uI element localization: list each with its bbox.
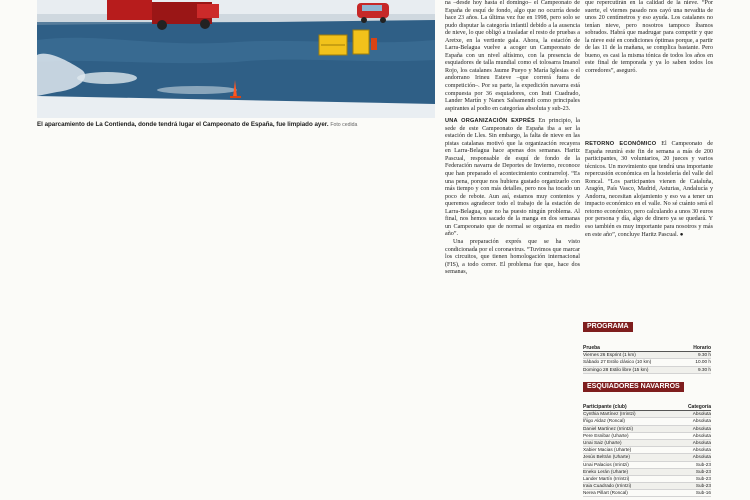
paragraph-text: En principio, la sede de este Campeonato de España iba a ser la estación de Lles. Sin embargo, la falta de nieve en las pistas catalanas motivó que la organización recayera en Larra-Belagua hace apenas dos semanas. Haritz Pascual, responsable de esquí de fondo de la Federación navarra de Deportes de Invierno, reconoce que han preparado el acontecimiento contrarreloj. “Es una pena, porque nos hubiera gustado organizarlo con más tiempo y con más detalles, pero nos ha tocado un poco de rebote. Aun así, estamos muy contentos y queremos agradecer todo el trabajo de la estación de Larra-Belagua, que no ha puesto ningún problema. Al final, nos hemos sacado de la manga en dos semanas un Campeonato que de normal se organiza en medio año”. <box>445 118 580 238</box>
table-cell: Lander Martín (Irrintzi) <box>583 475 630 481</box>
table-cell: Jesús Beltrán (Uharte) <box>583 454 630 460</box>
table-cell: Absoluta <box>692 432 711 438</box>
paragraph <box>585 141 713 239</box>
table-row <box>583 476 711 483</box>
table-header <box>583 404 711 411</box>
esquiadores-table <box>583 404 711 497</box>
table-cell: Íñigo Aldaz (Roncal) <box>583 418 625 424</box>
table-cell: Cynthia Martínez (Irrintzi) <box>583 411 636 417</box>
column-header: Participante (club) <box>583 404 627 410</box>
programa-table <box>583 345 711 374</box>
table-cell: Absoluta <box>692 418 711 424</box>
table-cell: Pere Esnibar (Uharte) <box>583 432 629 438</box>
section-lead: UNA ORGANIZACIÓN EXPRÉS <box>445 118 535 125</box>
table-cell: Sub-23 <box>695 468 711 474</box>
table-cell: Xabier Macias (Uharte) <box>583 447 632 453</box>
table-cell: Sábado 27 Estilo clásico (10 km) <box>583 359 652 365</box>
table-cell: Domingo 28 Estilo libre (15 km) <box>583 366 649 372</box>
table-cell: Sub-23 <box>695 483 711 489</box>
paragraph: Una preparación exprés que se ha visto condicionada por el coronavirus. “Tuvimos que marcar los circuitos, que tienen homologación internacional (FIS), a todo correr. El problema fue que, hace dos semanas, <box>445 238 580 276</box>
table-cell: Sub-23 <box>695 475 711 481</box>
table-row <box>583 447 711 454</box>
table-cell: Sub-23 <box>695 461 711 467</box>
table-row <box>583 462 711 469</box>
table-row <box>583 433 711 440</box>
table-cell: Absoluta <box>692 439 711 445</box>
table-cell: Nerea Pillart (Roncal) <box>583 490 628 496</box>
end-mark-icon: ● <box>679 231 684 238</box>
table-cell: Absoluta <box>692 425 711 431</box>
table-row <box>583 483 711 490</box>
table-row <box>583 469 711 476</box>
programa-header: PROGRAMA <box>583 322 633 332</box>
article-column-1 <box>445 0 580 277</box>
section-lead: RETORNO ECONÓMICO <box>585 141 657 147</box>
column-header: Horario <box>693 345 711 351</box>
table-cell: Daniel Martínez (Irrintzi) <box>583 425 634 431</box>
table-cell: Absoluta <box>692 447 711 453</box>
photo-caption <box>37 121 435 129</box>
column-header: Prueba <box>583 345 600 351</box>
paragraph-text: El Campeonato de España reunirá este fin de semana a más de 200 participantes, 30 voluntarios, 20 jueces y varios técnicos. Un movimiento que tendrá una importante repercusión económica en la hostelería del valle del Roncal. “Los participantes vienen de Cataluña, Aragón, País Vasco, Madrid, Asturias, Andalucía y Andorra, necesitan alojamiento y eso va a tener un impacto económico en el valle. No sé cuánto será el retorno económico, pero calculando a unos 30 euros por persona y día, algo de dinero ya se quedará. Y eso también es muy importante para nosotros y más en este año”, concluye Haritz Pascual. <box>585 141 713 238</box>
column-header: Categoría <box>687 404 711 410</box>
table-row <box>583 490 711 497</box>
photo-credit: Foto cedida <box>330 122 358 128</box>
paragraph: que repercutirán en la calidad de la nieve. “Por suerte, el viernes pasado nos cayó una nevadita de unos 20 centímetros y eso ayuda. Los catalanes no tenían nieve, pero nosotros tampoco íbamos sobrados. Habrá que madrugar para competir y que la nieve esté en condiciones óptimas porque, a partir de las 11 de la mañana, se complica bastante. Pero bueno, es casi la misma tónica de todos los años en este final de temporada y ya lo saben todos los corredores”, aseguró. <box>585 0 713 74</box>
table-cell: 10.00 h <box>695 359 711 365</box>
photo-snowy-parking-with-vehicles-and-barriers <box>37 0 435 118</box>
table-row <box>583 440 711 447</box>
table-row <box>583 359 711 366</box>
table-row <box>583 352 711 359</box>
table-row <box>583 418 711 425</box>
table-row <box>583 454 711 461</box>
paragraph: na –desde hoy hasta el domingo– el Campeonato de España de esquí de fondo, algo que no ocurría desde hace 23 años. La última vez fue en 1998, pero solo se pudo disputar la categoría infantil debido a la ausencia de nieve, lo que obligó a trasladar el resto de pruebas a Aretxe, en la vertiente gala. Ahora, la estación de Larra-Belagua vuelve a acoger un Campeonato de España con un nivel altísimo, con la presencia de esquiadores de talla mundial como el tolosarra Imanol Rojo, los catalanes Jaume Pueyo y María Iglesias o el andorrano Irineu Esteve –que correrá fuera de competición–. Por su parte, la expedición navarra está compuesta por 36 esquiadores, con Irati Cuadrado, Lander Martín y Nanex Salsamendi como principales aspirantes al podio en categorías absoluta y sub-23. <box>445 0 580 112</box>
table-cell: 9.30 h <box>697 352 711 358</box>
table-cell: Unai Saiz (Uharte) <box>583 439 622 445</box>
table-header <box>583 345 711 352</box>
table-cell: Iraia Cuadrado (Irrintzi) <box>583 483 632 489</box>
article-column-2b <box>585 141 713 239</box>
article-column-2 <box>585 0 713 75</box>
table-cell: 9.30 h <box>697 366 711 372</box>
caption-text: El aparcamiento de La Contienda, donde tendrá lugar el Campeonato de España, fue limpiado ayer. <box>37 121 329 128</box>
table-cell: Eneko Lerán (Uharte) <box>583 468 629 474</box>
table-row <box>583 426 711 433</box>
table-cell: Absoluta <box>692 411 711 417</box>
table-cell: Sub-16 <box>695 490 711 496</box>
table-cell: Absoluta <box>692 454 711 460</box>
paragraph <box>445 118 580 239</box>
table-cell: Viernes 26 Esprint (1 km) <box>583 352 636 358</box>
esquiadores-header: ESQUIADORES NAVARROS <box>583 382 684 392</box>
table-cell: Unai Palacios (Irrintzi) <box>583 461 629 467</box>
news-photo <box>37 0 435 118</box>
table-row <box>583 367 711 374</box>
